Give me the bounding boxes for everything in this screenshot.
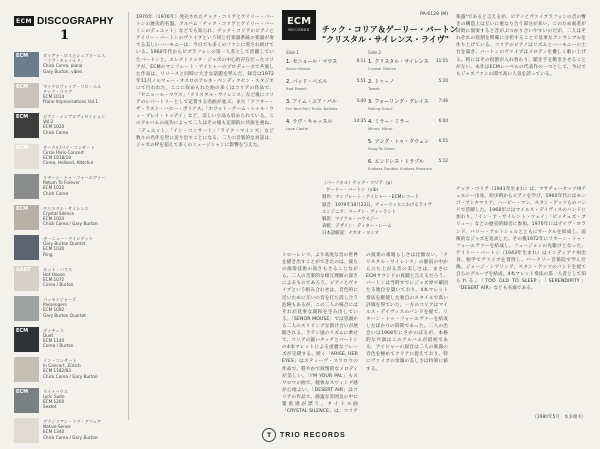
discography-line: ECM 1022 <box>43 185 65 191</box>
discography-column <box>14 12 122 440</box>
text-column-5 <box>456 186 586 410</box>
cover-mark: ECM <box>16 144 29 151</box>
track-item <box>368 98 448 118</box>
discography-line: Circle Paris-Concert <box>43 149 84 155</box>
album-cover-thumbnail <box>14 327 39 352</box>
trio-records-label: TRIO RECORDS <box>280 431 346 439</box>
discography-line: In Concert, Zürich <box>43 363 81 369</box>
credit-line: ゲーリー・バートン（vib） <box>326 188 381 194</box>
text-column-3 <box>366 252 448 414</box>
track-time: 5:51 <box>356 78 366 83</box>
album-card <box>282 10 458 246</box>
discography-line: サークル/パリ・コンサート <box>43 144 95 150</box>
cover-mark: ECM <box>16 327 29 334</box>
album-artist: チック・コリア＆ゲーリー・バートン <box>322 25 458 34</box>
track-sub: Falling Grace <box>368 106 393 111</box>
track-item <box>368 78 448 98</box>
body-text: 楽器"であると言えるが、ピアノとヴァイブラフォンの音の響きの構造上は互いに重なり合う部分が多い。このため両者が同時に演奏すると音がぶつかり合いやすいのだが、二人はそれぞれの役割を明確に分担することで見事なアンサンブルを作り上げている。コリアのピアノはリズムとハーモニーの土台を築き、バートンのヴァイブはメロディを優しく歌い上げる。時にはその役割が入れ替わり、聴き手を飽きさせることがない。本作はECMレーベルの代表作の一つとして、今日でもジャズファンの間で高い人気を誇っている。 <box>456 15 586 77</box>
track-item <box>368 158 448 178</box>
discography-line: ザ・ニュー・クインテット <box>43 236 94 241</box>
discography-line: ECM 1260 <box>43 398 65 404</box>
discography-item-text <box>43 52 122 81</box>
album-cover-thumbnail <box>14 83 39 108</box>
discography-item-text <box>43 388 122 417</box>
trio-records-footer <box>262 428 346 442</box>
discography-line: Gary Burton, vibes <box>43 68 83 74</box>
discography-line: Return To Forever <box>43 180 80 186</box>
discography-line: ECM 1340 <box>43 429 65 435</box>
discography-item-text <box>43 327 122 356</box>
discography-line: Corea, Holland, Altschul <box>43 160 94 166</box>
album-title: "クリスタル・サイレンス・ライヴ" <box>322 35 449 44</box>
discography-line: ピアノ・インプロヴィゼイション <box>43 114 106 119</box>
discography-item-text <box>43 83 122 112</box>
album-cover-thumbnail <box>14 296 39 321</box>
discography-item-text <box>43 418 122 447</box>
discography-line: ECM 1014 <box>43 93 65 99</box>
track-sub: Endless Trouble, Endless Pleasure <box>368 166 432 171</box>
discography-line: ECM 1072 <box>43 276 65 282</box>
discography-line: Corea / Burton <box>43 282 74 288</box>
track-sub: Bud Powell <box>286 86 307 91</box>
track-time: 6:11 <box>356 58 366 63</box>
track-name: 2. トゥーノ <box>368 79 395 85</box>
track-time: 6:55 <box>438 138 448 143</box>
discography-item <box>14 357 122 386</box>
cover-mark: ECM <box>16 83 29 90</box>
ecm-logo-sub: RECORDS <box>288 28 310 33</box>
discography-line: ダイアナ・ロスとシュプリームス <box>43 53 106 58</box>
side2-tracklist <box>368 58 448 178</box>
album-cover-thumbnail <box>14 266 39 291</box>
discography-item <box>14 235 122 264</box>
discography-line: Ring <box>43 251 53 257</box>
track-item <box>286 118 366 138</box>
column-divider <box>128 12 129 420</box>
text-column-4 <box>456 14 586 180</box>
discography-line: Passengers <box>43 302 67 308</box>
album-cover-thumbnail <box>14 144 39 169</box>
track-sub: Love Castle <box>286 126 308 131</box>
credit-line: エンジニア：マーチン・ヴィーラント <box>322 209 397 215</box>
discography-item <box>14 205 122 234</box>
discography-title: DISCOGRAPHY <box>37 15 114 27</box>
side1-label: Side 1 <box>286 50 300 55</box>
album-cover-thumbnail <box>14 205 39 230</box>
track-item <box>368 138 448 158</box>
discography-list <box>14 52 122 449</box>
discography-line: パッセンジャーズ <box>43 297 77 302</box>
track-time: 11:55 <box>435 58 448 63</box>
track-name: 4. ラヴ・キャッスル <box>286 119 333 125</box>
discography-line: 「ラヴ・チャイルド」 <box>43 58 85 64</box>
discography-line: Chick Corea / Gary Burton <box>43 221 98 227</box>
discography-line: ECM 1092 <box>43 307 65 313</box>
discography-line: Corea / Burton <box>43 343 74 349</box>
track-time: 5:40 <box>356 98 366 103</box>
track-name: 1. クリスタル・サイレンス <box>368 59 429 65</box>
discography-item <box>14 144 122 173</box>
discography-line: クリスタル・サイレンス <box>43 205 89 211</box>
discography-item-text <box>43 144 122 173</box>
album-cover-thumbnail <box>14 113 39 138</box>
discography-item <box>14 52 122 81</box>
discography-line: Gary Burton Quartet <box>43 312 86 318</box>
track-sub: I'm Your Pal / Hullo, Bolinas <box>286 106 338 111</box>
cover-mark: ECM <box>16 205 29 212</box>
track-sub: Mirror, Mirror <box>368 126 393 131</box>
discography-item-text <box>43 296 122 325</box>
discography-item <box>14 266 122 295</box>
album-cover-thumbnail <box>14 52 39 77</box>
track-sub: Tweak <box>368 86 380 91</box>
ecm-logo-text: ECM <box>286 16 312 28</box>
track-name: 1. セニョール・マウス <box>286 59 338 65</box>
credit-line: 制作：マンフレート・アイヒャー・ECMレコード <box>322 195 419 201</box>
body-text: の演奏の素晴らしさは比類ない。「クリスタル・サイレンス」の静寂の中から立ち上がる音の美しさは、まさにECMサウンドの真髄と言えるだろう。バートンは当時すでにジャズ界で確固たる地位を築いており、4本マレット奏法を駆使した独自のスタイルで高い評価を得ていた。一方のコリアはマイルス・デイヴィスのバンドを経て、リターン・トゥ・フォーエヴァーを結成したばかりの時期であった。二人の出会いは1968年にさかのぼるが、本格的な共演はこのアルバムが最初である。アイヒャーの録音は二人の楽器の音色を極めてクリアに捉えており、特にヴァイブの余韻の美しさは特筆に値する。 <box>366 253 448 372</box>
discography-line: ライトハウス <box>43 388 68 394</box>
track-item <box>286 98 366 118</box>
discography-item-text <box>43 174 122 203</box>
discography-line: Chick Corea / Gary Burton <box>43 434 98 440</box>
discography-item <box>14 418 122 447</box>
discography-line: Chick Corea / Gary Burton <box>43 373 98 379</box>
discography-line: ECM 1020 <box>43 124 65 130</box>
discography-line: マイクロヴァイブ・ソロ・エル <box>43 83 102 89</box>
discography-line: イン・コンサート <box>43 358 77 363</box>
album-cover-thumbnail <box>14 388 39 413</box>
credit-line: （パーソネル）チック・コリア（p） <box>322 181 395 186</box>
discography-item-text <box>43 205 122 234</box>
discography-line: ブラジリアン・ラヴ・アフェア <box>43 419 102 424</box>
cover-mark: ECM <box>16 388 29 395</box>
track-name: 6. エンドレス・トラブル <box>368 159 425 165</box>
track-time: 5:12 <box>438 158 448 163</box>
discography-line: Piano Improvisations Vol.1 <box>43 99 99 105</box>
track-time: 6:04 <box>438 118 448 123</box>
side1-tracklist <box>286 58 366 138</box>
discography-line: ECM 1030 <box>43 246 65 252</box>
album-cover-thumbnail <box>14 174 39 199</box>
album-cover-thumbnail <box>14 418 39 443</box>
track-time: 14:35 <box>353 118 366 123</box>
ecm-logo-icon: ECM <box>14 16 34 26</box>
discography-item <box>14 388 122 417</box>
track-sub: Song To Gwen <box>368 146 395 151</box>
text-column-1 <box>136 14 274 414</box>
track-sub: Crystal Silence <box>368 66 397 71</box>
track-name: 2. バッド・ペエル <box>286 79 328 85</box>
track-time: 5:20 <box>438 78 448 83</box>
discography-line: ECM 1140 <box>43 337 65 343</box>
credit-line: 解説：マイケル・ハウスジー <box>322 217 379 223</box>
track-name: 3. アイム・ユア・パル <box>286 99 337 105</box>
discography-line: ECM 1024 <box>43 215 65 221</box>
discography-item <box>14 113 122 142</box>
author-signature: （1980年5月 本多俊夫） <box>532 415 586 420</box>
track-item <box>368 58 448 78</box>
body-text: 1970年（1976年）発売されたチック・コリアとゲイリー・バートンの歴史的名盤。アルバム「チック・コリアとゲイリー・バートンのデュエット」などでも知られ、チック・コリアのピアノとゲイリー・バートンのヴァイブという同じ打楽器系統の楽器が奏でる美しいハーモニーは、今日でも多くのファンに愛され続けている。1960年代からビブラフォンの第一人者として活躍していたバートンと、エレクトリック・ジャズの中心的存在だったコリアが、ECMのマンフレート・アイヒャーのプロデュースで共演した作品は、リリースと同時に大きな話題を呼んだ。録音は1972年11月ノルウェー・オスロのアルネ・ベンディクセン・スタジオにて行われた。ここに収められた曲の多くはコリアの作品で、「セニョール・マウス」「クリスタル・サイレンス」など後にコリアのレパートリーとして定着する名曲が並ぶ。また「アフター・ザ・ラスト・ハロー・ポリナス」「ホワット・ゲーム・シャル・ウィ・プレイ・トゥデイ」など、美しい小品も収められている。このアルバムの成功によって二人はその後も定期的に共演を重ね、「デュエット」「イン・コンサート」「ライク・マインズ」など数々の名作を世に送り出すことになる。二人の音楽的な対話は、ジャズの枠を超えて多くのミュージシャンに影響を与えた。 <box>136 15 274 148</box>
discography-line: Chick Corea, piano <box>43 63 83 69</box>
album-credits <box>322 180 446 238</box>
track-name: 3. フォーリング・グレイス <box>368 99 429 105</box>
body-text: トローレンツ、より高度な音の世界を描き出すことができたのは、彼らの演奏技術の高さもさることながら、二人の音楽的な相互理解の深さによるものであろう。ピアノとヴァイブという組み合わせは、音色的に近いために互いの音を打ち消し合う危険もあるが、この二人の場合にはそれが見事な調和を生み出している。「SENOR MOUSE」では冒頭から二人のスリリングな掛け合いが展開される。ラテン風のリズムに乗せて、コリアの鋭いタッチとバートンの4本マレットによる流麗なフレーズが交錯する。続く「ARISE, HER EYES」はスティーヴ・スワロウの作品で、穏やかで叙情的なメロディが美しい。「I'M YOUR PAL」もスワロウの曲で、軽快なスウィング感が心地よい。「DESERT AIR」はコリアの作品で、静謐な雰囲気の中に緊張感が漂う。タイトル曲「CRYSTAL SILENCE」は、コリア <box>282 253 358 414</box>
discography-item-text <box>43 235 122 264</box>
discography-line: Native Sense <box>43 424 71 430</box>
discography-line: リターン・トゥ・フォーエヴァー <box>43 175 106 180</box>
discography-line: Chick Corea <box>43 129 69 135</box>
discography-item <box>14 296 122 325</box>
discography-line: チック・コリア <box>43 88 73 94</box>
discography-line: Chick Corea <box>43 190 69 196</box>
track-name: 5. ソング・トゥ・グウェン <box>368 139 429 145</box>
discography-line: Hot House <box>43 271 65 277</box>
discography-line: ECM 1182/83 <box>43 368 71 374</box>
discography-line: ダッチェス <box>43 327 64 333</box>
discography-line: Sextet <box>43 404 57 410</box>
cover-mark: SART <box>16 266 31 273</box>
track-item <box>286 78 366 98</box>
ecm-records-logo-icon <box>282 10 316 40</box>
discography-item <box>14 174 122 203</box>
album-cover-thumbnail <box>14 357 39 382</box>
discography-item-text <box>43 113 122 142</box>
discography-item <box>14 83 122 112</box>
body-text: チック・コリア（1941年生まれ）は、マサチューセッツ州チェルシー出身。幼少時からピアノを学び、1960年代にはモンゴ・サンタマリア、ハービー・マン、スタン・ゲッツらのバンドで活躍した。1968年にはマイルス・デイヴィスのバンドに加わり、「イン・ア・サイレント・ウェイ」「ビッチェズ・ブリュー」などの歴史的録音に参加。1970年にはデイヴ・ホランド、バリー・アルトシュルとともにサークルを結成し、前衛的なジャズを追求した。その後1972年にリターン・トゥ・フォーエヴァーを結成し、フュージョンの先駆けとなった。ゲイリー・バートン（1943年生まれ）はインディアナ州出身。独学でヴァイブを習得し、バークリー音楽院で学んだ後、ジョージ・シアリング、スタン・ゲッツのバンドを経て自らのグループを結成。4本マレット奏法の第一人者として知られる。「TOO OLD TO SLEEP」「SERENDIPITY」「DESERT AIR」なども名演である。 <box>456 187 586 292</box>
discography-line: Gary Burton Quintet <box>43 241 86 247</box>
album-cover-thumbnail <box>14 235 39 260</box>
cover-mark: ECM <box>16 114 29 120</box>
cover-mark: ECM <box>16 53 29 59</box>
side2-label: Side 2 <box>368 50 382 55</box>
text-column-2 <box>282 252 358 414</box>
credit-line: 表紙：デザイン：ディター・レーム <box>322 224 392 230</box>
discography-item <box>14 327 122 356</box>
track-name: 4. ミラー・ミラー <box>368 119 410 125</box>
credit-line: 録音：1979年10月23日、チューリッヒにおけるライヴ <box>322 202 432 208</box>
discography-line: Crystal Silence <box>43 210 75 216</box>
track-item <box>368 118 448 138</box>
discography-line: Lyric Suite <box>43 393 65 399</box>
credit-line: 日本語解説：ナカオ・ヨシオ <box>322 231 379 237</box>
discography-number: 1 <box>60 28 70 43</box>
track-item <box>286 58 366 78</box>
discography-line: ホット・ハウス <box>43 266 73 272</box>
catalog-number: PA-6129 (M) <box>420 12 448 17</box>
discography-item-text <box>43 266 122 295</box>
discography-item-text <box>43 357 122 386</box>
discography-line: Duet <box>43 332 54 338</box>
discography-line: ECM 1018/19 <box>43 154 71 160</box>
trio-logo-icon: T <box>262 428 276 442</box>
track-time: 7:46 <box>438 98 448 103</box>
discography-line: Vol.2 <box>43 119 54 125</box>
track-sub: Senor Mouse <box>286 66 311 71</box>
